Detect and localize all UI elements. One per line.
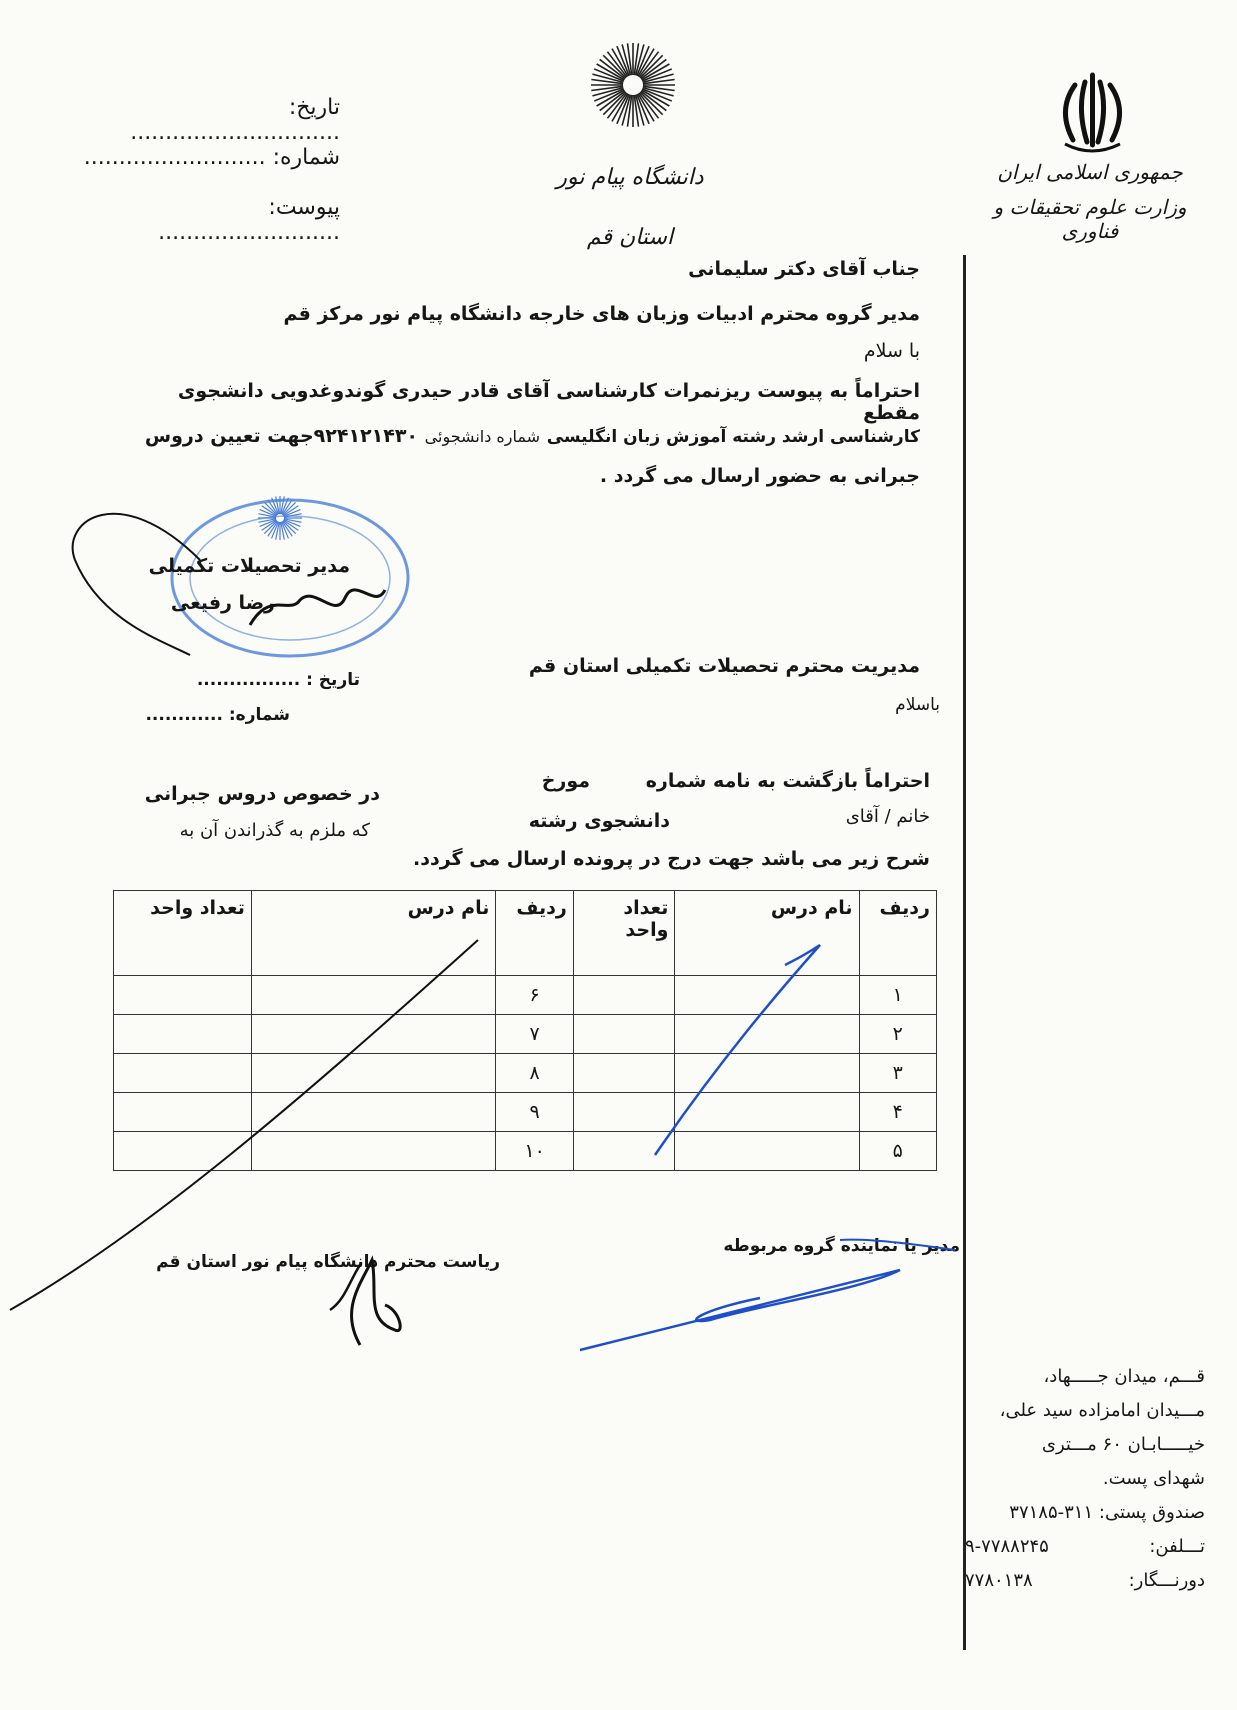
cell-row-number-2: ۱۰ [496,1132,573,1171]
cell-row-number-2: ۹ [496,1093,573,1132]
cell-course-name-2 [251,1054,495,1093]
body-line-2-b: شماره دانشجوئی [424,427,541,446]
table-row [114,976,937,1015]
cell-unit-count [573,1015,675,1054]
phone-number: ۹-۷۷۸۸۲۴۵ [965,1536,1049,1557]
cell-row-number: ۵ [859,1132,936,1171]
header-unit-count-2: تعداد واحد [114,891,252,976]
reply-line-2-a: خانم / آقای [845,806,930,827]
po-box: صندوق پستی: ۳۱۱-۳۷۱۸۵ [1009,1502,1205,1523]
number-field: شماره: .......................... [83,145,340,170]
reply-recipient: مدیریت محترم تحصیلات تکمیلی استان قم [528,655,920,677]
cell-row-number: ۱ [859,976,936,1015]
cell-row-number-2: ۸ [496,1054,573,1093]
reply-greeting: باسلام [895,695,940,715]
presidency-signature-label: ریاست محترم دانشگاه پیام نور استان قم [156,1252,500,1272]
table-row [114,1054,937,1093]
header-row-number: ردیف [859,891,936,976]
phone-line [965,1530,1205,1564]
cell-course-name [675,1015,859,1054]
cell-unit-count [573,1054,675,1093]
courses-table [113,890,937,1171]
cell-course-name-2 [251,1093,495,1132]
cell-course-name [675,1132,859,1171]
cell-course-name [675,1093,859,1132]
university-logo-icon [578,40,688,130]
reply-line-2-b: دانشجوی رشته [528,810,670,832]
cell-unit-count-2 [114,1132,252,1171]
address-line-3: خیـــــابـان ۶۰ مـــتری [1041,1434,1205,1455]
cell-row-number: ۲ [859,1015,936,1054]
cell-row-number-2: ۶ [496,976,573,1015]
table-header-row [114,891,937,976]
reply-line-3: شرح زیر می باشد جهت درج در پرونده ارسال می گردد. [413,848,930,870]
fax-line [965,1564,1205,1598]
date-field: تاریخ: .............................. [130,95,340,145]
recipient-title: مدیر گروه محترم ادبیات وزبان های خارجه دانشگاه پیام نور مرکز قم [283,303,920,325]
stamp-title: مدیر تحصیلات تکمیلی [148,555,350,577]
cell-course-name-2 [251,1132,495,1171]
cell-unit-count-2 [114,1054,252,1093]
cell-row-number: ۳ [859,1054,936,1093]
table-row [114,1132,937,1171]
greeting: با سلام [863,340,920,362]
body-line-2 [120,425,920,447]
address-line-1: قـــم، میدان جـــــهاد، [1043,1366,1205,1387]
cell-row-number: ۴ [859,1093,936,1132]
cell-unit-count [573,1093,675,1132]
body-line-2-a: کارشناسی ارشد رشته آموزش زبان انگلیسی [546,427,920,447]
presidency-signature [352,1260,401,1345]
salutation: جناب آقای دکتر سلیمانی [688,258,920,280]
table-row [114,1093,937,1132]
body-line-3: جبرانی به حضور ارسال می گردد . [599,465,920,487]
cell-unit-count-2 [114,976,252,1015]
fax-number: ۷۷۸۰۱۳۸ [965,1570,1033,1591]
stamp-date: تاریخ : ................ [196,670,360,690]
cell-unit-count-2 [114,1015,252,1054]
cell-course-name-2 [251,1015,495,1054]
address-block [965,1360,1205,1598]
cell-unit-count [573,1132,675,1171]
cell-unit-count-2 [114,1093,252,1132]
table-row [114,1015,937,1054]
group-head-signature-label: مدیر یا نماینده گروه مربوطه [723,1236,960,1256]
address-line-2: مـــیدان امامزاده سید علی، [999,1400,1205,1421]
stamp-name: رضا رفیعی [170,592,275,614]
cell-course-name-2 [251,976,495,1015]
cell-course-name [675,1054,859,1093]
reply-line-1-a: احتراماً بازگشت به نامه شماره [645,770,930,792]
ministry-line-2: وزارت علوم تحقیقات و فناوری [993,195,1187,243]
phone-label: تـــلفن: [1149,1536,1205,1557]
body-line-2-c: ۹۲۴۱۲۱۴۳۰جهت تعیین دروس [144,425,419,447]
reply-line-2-c: که ملزم به گذراندن آن به [179,820,370,841]
cell-unit-count [573,976,675,1015]
header-unit-count: تعداد واحد [573,891,675,976]
cell-course-name [675,976,859,1015]
stamp-icon [120,490,430,670]
address-line-4: شهدای پست. [1102,1468,1205,1489]
attachment-field: پیوست: .......................... [158,195,340,245]
group-head-signature [580,1270,900,1350]
body-line-1: احتراماً به پیوست ریزنمرات کارشناسی آقای قادر حیدری گوندوغدویی دانشجوی مقطع [177,380,920,424]
university-name: دانشگاه پیام نور [556,165,704,190]
iran-emblem-icon [1045,70,1140,160]
ministry-line-1: جمهوری اسلامی ایران [997,160,1183,184]
stamp-number: شماره: ............ [145,705,290,725]
reply-line-1-b: مورخ [541,770,590,792]
fax-label: دورنـــگار: [1128,1570,1205,1591]
university-province: استان قم [586,225,674,250]
header-course-name: نام درس [675,891,859,976]
header-row-number-2: ردیف [496,891,573,976]
cell-row-number-2: ۷ [496,1015,573,1054]
reply-line-1-c: در خصوص دروس جبرانی [144,783,380,805]
header-course-name-2: نام درس [251,891,495,976]
